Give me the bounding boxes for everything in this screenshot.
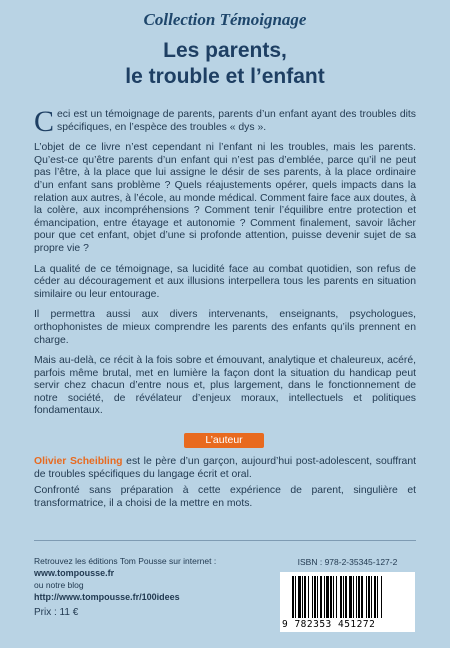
blog-link[interactable]: http://www.tompousse.fr/100idees: [34, 592, 180, 602]
title-line-1: Les parents,: [163, 39, 287, 62]
barcode-bar: [314, 576, 316, 618]
barcode: [280, 572, 415, 632]
barcode-bar: [333, 576, 334, 618]
barcode-bar: [353, 576, 354, 618]
barcode-bar: [312, 576, 313, 618]
blurb: [34, 105, 416, 426]
isbn: ISBN : 978-2-35345-127-2: [297, 557, 398, 567]
barcode-bars-icon: [292, 576, 409, 618]
author-badge: L’auteur: [184, 433, 264, 448]
barcode-bar: [317, 576, 318, 618]
footer-line-1: Retrouvez les éditions Tom Pousse sur internet :: [34, 556, 217, 566]
dropcap: C: [34, 105, 55, 138]
barcode-bar: [377, 576, 378, 618]
blurb-paragraph-3: La qualité de ce témoignage, sa lucidité face au combat quotidien, son refus de céder au découragement et aux illusions interpellera tous les parents en situation similaire ou leur entourage.: [34, 263, 416, 300]
footer-line-3: ou notre blog: [34, 580, 84, 590]
barcode-bar: [356, 576, 357, 618]
blurb-paragraph-2: L’objet de ce livre n’est cependant ni l’enfant ni les troubles, mais les parents. Qu’est-ce qu’être parents d’un enfant qui n’est pas d’emblée, parce qu’il ne peut pas l’être, à la place que lui assigne le désir de ses parents, à la place ordinaire d’un enfant sans problème ? Quels réajustements opérer, quels impacts dans la relation aux autres, à l’école, au monde médical. Comment faire face aux doutes, à la colère, aux incompréhensions ? Comment tenir l’équilibre entre protection et émancipation, entre étayage et autonomie ? Comment finalement, savoir lâcher pour que cet enfant, objet d’une si profonde attention, puisse devenir sujet de sa propre vie ?: [34, 142, 416, 254]
barcode-bar: [366, 576, 367, 618]
book-title: [0, 38, 450, 90]
barcode-bar: [302, 576, 303, 618]
barcode-bar: [340, 576, 342, 618]
blurb-paragraph-4: Il permettra aussi aux divers intervenants, enseignants, psychologues, orthophonistes de mieux comprendre les parents des enfants qu’ils prennent en charge.: [34, 309, 416, 346]
barcode-bar: [381, 576, 382, 618]
barcode-bar: [368, 576, 370, 618]
barcode-bar: [358, 576, 360, 618]
publisher-info: [34, 555, 254, 603]
barcode-bar: [336, 576, 337, 618]
author-paragraph-1: [34, 456, 416, 481]
barcode-bar: [295, 576, 296, 618]
divider: [34, 540, 416, 541]
collection-name: Collection Témoignage: [143, 10, 307, 29]
barcode-bar: [326, 576, 329, 618]
barcode-bar: [308, 576, 309, 618]
barcode-bar: [371, 576, 372, 618]
blurb-paragraph-1-text: eci est un témoignage de parents, parents d’un enfant ayant des troubles dits spécifiques, en l’espèce des troubles « dys ».: [57, 109, 416, 133]
barcode-bar: [343, 576, 344, 618]
title-line-2: le trouble et l’enfant: [125, 65, 325, 88]
author-paragraph-1-text: est le père d’un garçon, aujourd’hui post-adolescent, souffrant de troubles spécifiques du langage écrit et oral.: [34, 456, 416, 480]
author-bio: [34, 456, 416, 514]
barcode-bar: [349, 576, 352, 618]
blurb-paragraph-1: [34, 105, 416, 138]
author-name: Olivier Scheibling: [34, 456, 123, 467]
barcode-bar: [345, 576, 347, 618]
barcode-digits: 9 782353 451272: [282, 619, 376, 630]
author-paragraph-2: Confronté sans préparation à cette expérience de parent, singulière et transformatrice, il a choisi de la mettre en mots.: [34, 485, 416, 509]
blurb-paragraph-5: Mais au-delà, ce récit à la fois sobre et émouvant, analytique et chaleureux, acéré, parfois même brutal, met en lumière la façon dont la situation du handicap peut servir chez chacun d’entre nous et, plus largement, dans le fonctionnement de notre société, de révélateur d’enjeux moraux, intellectuels et politiques fondamentaux.: [34, 355, 416, 417]
barcode-bar: [320, 576, 322, 618]
barcode-bar: [324, 576, 325, 618]
barcode-bar: [298, 576, 301, 618]
price: Prix : 11 €: [34, 607, 79, 618]
barcode-bar: [292, 576, 294, 618]
barcode-bar: [374, 576, 376, 618]
barcode-bar: [361, 576, 363, 618]
website-link[interactable]: www.tompousse.fr: [34, 568, 115, 578]
barcode-bar: [330, 576, 332, 618]
barcode-bar: [304, 576, 306, 618]
